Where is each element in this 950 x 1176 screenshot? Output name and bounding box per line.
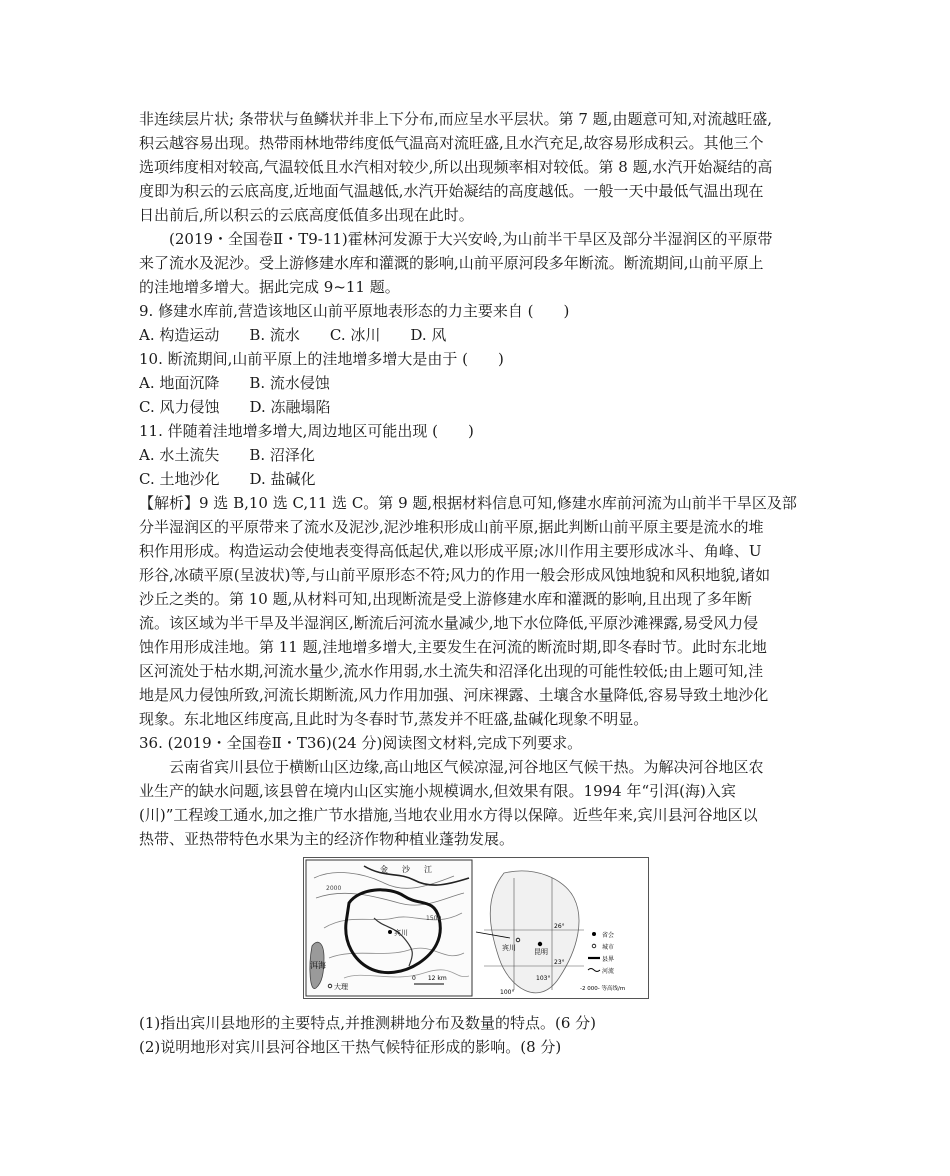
text-line: 云南省宾川县位于横断山区边缘,高山地区气候凉湿,河谷地区气候干热。为解决河谷地区农 (169, 758, 764, 776)
text-line: 选项纬度相对较高,气温较低且水汽相对较少,所以出现频率相对较低。第 8 题,水汽开始凝结的高 (139, 158, 773, 176)
text-line: (川)”工程竣工通水,加之推广节水措施,当地农业用水方得以保障。近些年来,宾川县河谷地区以 (139, 806, 758, 824)
text-line: 区河流处于枯水期,河流水量少,流水作用弱,水土流失和沼泽化出现的可能性较低;由上题可知,洼 (139, 662, 764, 680)
legend-label: -2 000- 等高线/m (580, 986, 626, 992)
text-line: 来了流水及泥沙。受上游修建水库和灌溉的影响,山前平原河段多年断流。断流期间,山前平原上 (139, 254, 764, 272)
text-line: 度即为积云的云底高度,近地面气温越低,水汽开始凝结的高度越低。一般一天中最低气温出现在 (139, 182, 764, 200)
text-line: (2019・全国卷Ⅱ・T9-11)霍林河发源于大兴安岭,为山前半干旱区及部分半湿润区的平原带 (169, 230, 773, 248)
question-options: A. 构造运动 B. 流水 C. 冰川 D. 风 (139, 326, 447, 344)
legend-city-icon (592, 944, 596, 948)
question-11 (139, 419, 811, 491)
lat-label: 26° (554, 923, 565, 930)
city-label: 大理 (334, 983, 348, 991)
sub-question: (1)指出宾川县地形的主要特点,并推测耕地分布及数量的特点。(6 分) (139, 1014, 597, 1032)
legend-capital-icon (592, 932, 596, 936)
inset-city-label: 宾川 (502, 944, 516, 952)
text-line: 积作用形成。构造运动会使地表变得高低起伏,难以形成平原;冰川作用主要形成冰斗、角峰、U (139, 542, 762, 560)
figure-area (139, 857, 811, 1007)
contour-label: 1500 (426, 915, 442, 922)
question-options: C. 风力侵蚀 D. 冻融塌陷 (139, 398, 331, 416)
map-svg (304, 858, 648, 998)
legend-label: 省会 (602, 932, 615, 939)
question-options: A. 地面沉降 B. 流水侵蚀 (139, 374, 330, 392)
question-options: A. 水土流失 B. 沼泽化 (139, 446, 315, 464)
lat-label: 23° (554, 959, 565, 966)
text-line: 积云越容易出现。热带雨林地带纬度低气温高对流旺盛,且水汽充足,故容易形成积云。其他三个 (139, 134, 764, 152)
river-label-2: 沙 (402, 865, 410, 874)
text-line: 沙丘之类的。第 10 题,从材料可知,出现断流是受上游修建水库和灌溉的影响,且出现了多年断 (139, 590, 752, 608)
question-10 (139, 347, 811, 419)
county-label: 宾川 (394, 929, 408, 937)
text-line: 地是风力侵蚀所致,河流长期断流,风力作用加强、河床裸露、土壤含水量降低,容易导致土地沙化 (139, 686, 769, 704)
analysis-block (139, 491, 811, 731)
question-stem: 11. 伴随着洼地增多增大,周边地区可能出现 ( ) (139, 422, 474, 440)
lon-label: 100° (500, 989, 515, 996)
river-label-3: 江 (424, 865, 432, 874)
text-line: 非连续层片状; 条带状与鱼鳞状并非上下分布,而应呈水平层状。第 7 题,由题意可知,对流越旺盛, (139, 110, 772, 128)
capital-icon (538, 942, 542, 946)
legend-label: 河流 (602, 968, 615, 975)
scale-label: 0 12 km (412, 975, 447, 982)
question-stem: 10. 断流期间,山前平原上的洼地增多增大是由于 ( ) (139, 350, 504, 368)
legend-river-icon (588, 969, 600, 972)
question-options: C. 土地沙化 D. 盐碱化 (139, 470, 316, 488)
text-line: 的洼地增多增大。据此完成 9~11 题。 (139, 278, 400, 296)
material-paragraph (139, 227, 811, 299)
question-36 (139, 731, 811, 1059)
contour-label: 2000 (326, 885, 342, 892)
legend-label: 城市 (602, 944, 615, 951)
text-line: 蚀作用形成洼地。第 11 题,洼地增多增大,主要发生在河流的断流时期,即冬春时节。此时东北地 (139, 638, 767, 656)
text-line: 【解析】9 选 B,10 选 C,11 选 C。第 9 题,根据材料信息可知,修建水库前河流为山前半干旱区及部 (139, 494, 797, 512)
text-line: 形谷,冰碛平原(呈波状)等,与山前平原形态不符;风力的作用一般会形成风蚀地貌和风积地貌,诸如 (139, 566, 771, 584)
yunnan-inset (490, 871, 579, 993)
text-line: 热带、亚热带特色水果为主的经济作物种植业蓬勃发展。 (139, 830, 515, 848)
county-seat-icon (388, 930, 392, 934)
lon-label: 103° (536, 975, 551, 982)
legend-label: 县界 (602, 956, 615, 963)
text-line: 流。该区域为半干旱及半湿润区,断流后河流水量减少,地下水位降低,平原沙滩裸露,易受风力侵 (139, 614, 759, 632)
river-label-1: 金 (380, 865, 388, 874)
lake-label: 洱海 (310, 961, 326, 970)
analysis-continued (139, 107, 811, 227)
binchuan-map (303, 857, 649, 999)
text-line: 分半湿润区的平原带来了流水及泥沙,泥沙堆积形成山前平原,据此判断山前平原主要是流水的堆 (139, 518, 764, 536)
question-heading: 36. (2019・全国卷Ⅱ・T36)(24 分)阅读图文材料,完成下列要求。 (139, 734, 583, 752)
question-9 (139, 299, 811, 347)
text-line: 业生产的缺水问题,该县曾在境内山区实施小规模调水,但效果有限。1994 年“引洱(海)入宾 (139, 782, 736, 800)
sub-question: (2)说明地形对宾川县河谷地区干热气候特征形成的影响。(8 分) (139, 1038, 562, 1056)
text-line: 日出前后,所以积云的云底高度低值多出现在此时。 (139, 206, 474, 224)
question-stem: 9. 修建水库前,营造该地区山前平原地表形态的力主要来自 ( ) (139, 302, 570, 320)
document-page (139, 107, 811, 1059)
inset-city-label: 昆明 (534, 948, 548, 956)
text-line: 现象。东北地区纬度高,且此时为冬春时节,蒸发并不旺盛,盐碱化现象不明显。 (139, 710, 649, 728)
main-map-frame (306, 860, 472, 996)
